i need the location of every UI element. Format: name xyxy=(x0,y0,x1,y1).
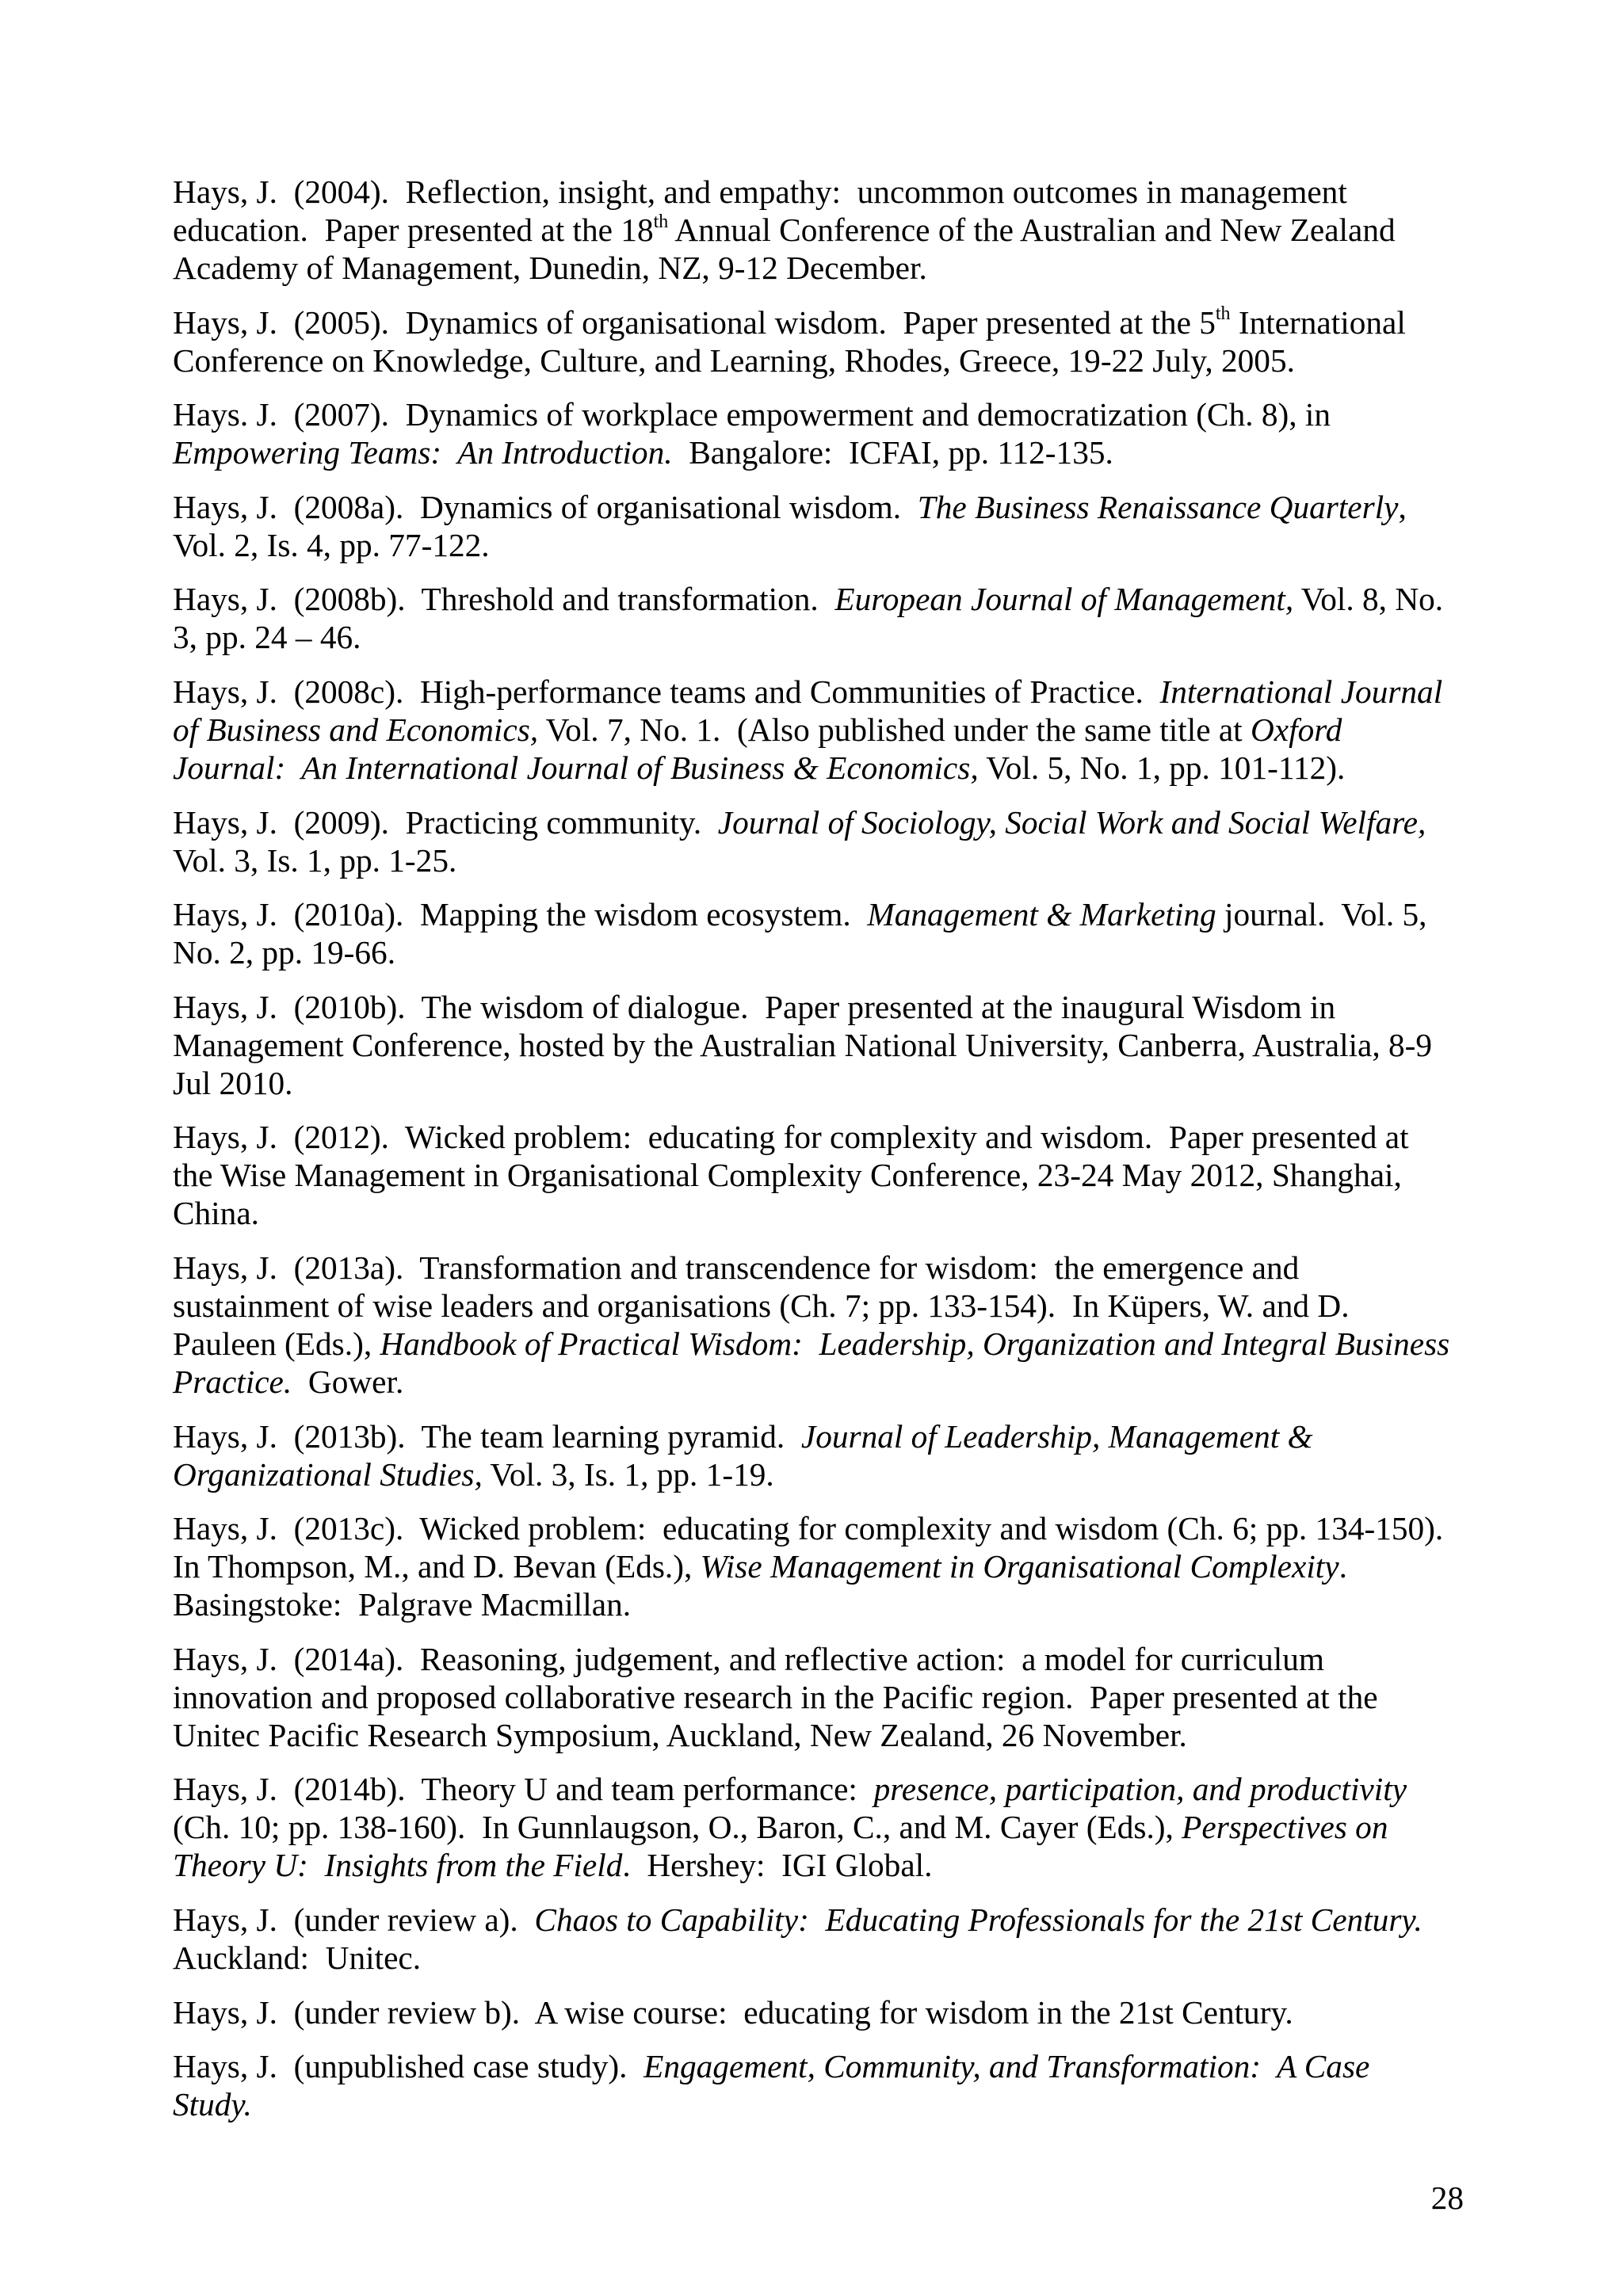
reference-line xyxy=(173,341,1449,379)
reference-line xyxy=(173,395,1449,433)
reference-line xyxy=(173,1846,1449,1884)
text-run: Hays, J. (2010b). The wisdom of dialogue. Paper presented at the inaugural Wisdom in xyxy=(173,988,1336,1025)
text-run: Management Conference, hosted by the Australian National University, Canberra, Australia, 8-9 xyxy=(173,1026,1433,1063)
text-run: Hays, J. (2009). Practicing community. xyxy=(173,803,718,841)
text-run: Hays, J. (under review b). A wise course: educating for wisdom in the 21st Century. xyxy=(173,1993,1293,2031)
reference-line xyxy=(173,1509,1449,1547)
reference-line xyxy=(173,249,1449,287)
text-run: Vol. 3, Is. 1, pp. 1-19. xyxy=(482,1455,774,1493)
text-run: Hays, J. (2004). Reflection, insight, and empathy: uncommon outcomes in management xyxy=(173,174,1347,210)
reference-line xyxy=(173,488,1449,526)
reference-entry xyxy=(173,1993,1449,2031)
text-run: Gower. xyxy=(292,1363,404,1400)
text-run: Academy of Management, Dunedin, NZ, 9-12 December. xyxy=(173,250,927,286)
text-run: Hays, J. (2010a). Mapping the wisdom ecosystem. xyxy=(173,896,868,933)
reference-entry xyxy=(173,1509,1449,1623)
text-run: the Wise Management in Organisational Complexity Conference, 23-24 May 2012, Shanghai, xyxy=(173,1157,1402,1194)
reference-entry xyxy=(173,1640,1449,1754)
reference-line xyxy=(173,1287,1449,1325)
reference-line xyxy=(173,803,1449,841)
text-run: . Hershey: IGI Global. xyxy=(622,1847,933,1884)
text-run: Pauleen (Eds.), xyxy=(173,1325,380,1362)
reference-entry xyxy=(173,1770,1449,1884)
italic-text: Practice. xyxy=(173,1363,292,1400)
text-run: Hays, J. (2013a). Transformation and transcendence for wisdom: the emergence and xyxy=(173,1249,1300,1286)
text-run: Bangalore: ICFAI, pp. 112-135. xyxy=(672,434,1113,471)
text-run: 3, pp. 24 – 46. xyxy=(173,619,361,656)
reference-line xyxy=(173,673,1449,711)
reference-entry xyxy=(173,395,1449,471)
text-run: Basingstoke: Palgrave Macmillan. xyxy=(173,1586,632,1623)
text-run: Annual Conference of the Australian and New Zealand xyxy=(668,212,1396,248)
reference-line xyxy=(173,2085,1449,2123)
reference-line xyxy=(173,711,1449,749)
reference-entry xyxy=(173,173,1449,287)
reference-line xyxy=(173,1194,1449,1232)
italic-text: Engagement, Community, and Transformation: A Case xyxy=(643,2048,1370,2085)
reference-line xyxy=(173,1716,1449,1754)
reference-entry xyxy=(173,303,1449,379)
text-run: In Thompson, M., and D. Bevan (Eds.), xyxy=(173,1548,701,1585)
text-run: journal. Vol. 5, xyxy=(1216,896,1427,933)
italic-text: European Journal of Management, xyxy=(834,581,1294,618)
reference-line xyxy=(173,1064,1449,1102)
superscript-text: th xyxy=(653,211,669,232)
reference-line xyxy=(173,1939,1449,1977)
reference-line xyxy=(173,841,1449,879)
text-run: education. Paper presented at the 18 xyxy=(173,212,654,248)
reference-line xyxy=(173,1417,1449,1455)
text-run: innovation and proposed collaborative research in the Pacific region. Paper presented at the xyxy=(173,1678,1378,1715)
reference-entry xyxy=(173,1901,1449,1977)
reference-line xyxy=(173,211,1449,249)
reference-line xyxy=(173,1547,1449,1585)
text-run: (Ch. 10; pp. 138-160). In Gunnlaugson, O., Baron, C., and M. Cayer (Eds.), xyxy=(173,1809,1182,1846)
text-run: China. xyxy=(173,1195,259,1232)
reference-line xyxy=(173,1455,1449,1493)
reference-line xyxy=(173,749,1449,787)
italic-text: Journal: An International Journal of Business & Economics, xyxy=(173,749,979,786)
text-run: Vol. 8, No. xyxy=(1293,581,1444,618)
text-run: Conference on Knowledge, Culture, and Learning, Rhodes, Greece, 19-22 July, 2005. xyxy=(173,341,1295,379)
text-run: Hays, J. (2008a). Dynamics of organisational wisdom. xyxy=(173,488,918,525)
italic-text: Empowering Teams: An Introduction. xyxy=(173,434,673,471)
text-run: Vol. 2, Is. 4, pp. 77-122. xyxy=(173,526,490,563)
reference-line xyxy=(173,303,1449,341)
italic-text: International Journal xyxy=(1159,673,1443,710)
reference-line xyxy=(173,933,1449,971)
text-run: Hays. J. (2007). Dynamics of workplace empowerment and democratization (Ch. 8), in xyxy=(173,396,1331,433)
reference-line xyxy=(173,1901,1449,1939)
reference-line xyxy=(173,1770,1449,1808)
italic-text: of Business and Economics, xyxy=(173,711,539,748)
text-run: , xyxy=(1398,488,1407,525)
text-run: Jul 2010. xyxy=(173,1064,293,1101)
text-run: . xyxy=(1338,1548,1347,1585)
reference-line xyxy=(173,1585,1449,1623)
text-run: Vol. 7, No. 1. (Also published under the same title at xyxy=(538,711,1251,748)
reference-line xyxy=(173,1325,1449,1363)
page-number: 28 xyxy=(1430,2180,1464,2216)
reference-line xyxy=(173,1026,1449,1064)
text-run: Hays, J. (2014b). Theory U and team performance: xyxy=(173,1771,874,1808)
text-run: Hays, J. (unpublished case study). xyxy=(173,2048,644,2085)
text-run: Auckland: Unitec. xyxy=(173,1939,422,1976)
reference-entry xyxy=(173,488,1449,564)
reference-line xyxy=(173,580,1449,618)
reference-entry xyxy=(173,988,1449,1102)
italic-text: Organizational Studies, xyxy=(173,1455,483,1493)
reference-entry xyxy=(173,895,1449,971)
italic-text: Wise Management in Organisational Complexity xyxy=(700,1548,1339,1585)
reference-entry xyxy=(173,803,1449,879)
italic-text: The Business Renaissance Quarterly xyxy=(917,488,1399,525)
reference-line xyxy=(173,1678,1449,1716)
reference-line xyxy=(173,526,1449,564)
reference-list xyxy=(173,173,1449,2140)
reference-line xyxy=(173,1118,1449,1156)
text-run: sustainment of wise leaders and organisations (Ch. 7; pp. 133-154). In Küpers, W. and D. xyxy=(173,1287,1350,1324)
reference-entry xyxy=(173,580,1449,656)
reference-entry xyxy=(173,673,1449,787)
italic-text: Perspectives on xyxy=(1182,1809,1388,1846)
reference-line xyxy=(173,433,1449,471)
reference-line xyxy=(173,988,1449,1026)
italic-text: Handbook of Practical Wisdom: Leadership, Organization and Integral Business xyxy=(380,1325,1450,1362)
superscript-text: th xyxy=(1215,303,1231,325)
italic-text: Journal of Leadership, Management & xyxy=(800,1417,1313,1455)
reference-entry xyxy=(173,1118,1449,1232)
reference-line xyxy=(173,173,1449,211)
italic-text: presence, participation, and productivity xyxy=(873,1771,1407,1808)
italic-text: Theory U: Insights from the Field xyxy=(173,1847,623,1884)
text-run: Hays, J. (2008b). Threshold and transformation. xyxy=(173,581,835,618)
italic-text: Journal of Sociology, Social Work and Social Welfare, xyxy=(717,803,1426,841)
italic-text: Oxford xyxy=(1250,711,1342,748)
text-run: Hays, J. (2008c). High-performance teams and Communities of Practice. xyxy=(173,673,1160,710)
reference-entry xyxy=(173,2047,1449,2123)
reference-line xyxy=(173,2047,1449,2085)
text-run: International xyxy=(1230,303,1406,341)
text-run: Hays, J. (under review a). xyxy=(173,1901,535,1938)
reference-line xyxy=(173,618,1449,656)
italic-text: Study. xyxy=(173,2086,252,2123)
text-run: Hays, J. (2012). Wicked problem: educating for complexity and wisdom. Paper presented at xyxy=(173,1119,1409,1156)
reference-line xyxy=(173,1249,1449,1287)
text-run: No. 2, pp. 19-66. xyxy=(173,934,396,971)
reference-line xyxy=(173,1808,1449,1846)
italic-text: Management & Marketing xyxy=(867,896,1216,933)
reference-entry xyxy=(173,1249,1449,1401)
reference-line xyxy=(173,1640,1449,1678)
text-run: Vol. 3, Is. 1, pp. 1-25. xyxy=(173,841,457,879)
text-run: Hays, J. (2013c). Wicked problem: educating for complexity and wisdom (Ch. 6; pp. 134-150). xyxy=(173,1510,1444,1547)
reference-line xyxy=(173,1993,1449,2031)
reference-line xyxy=(173,1363,1449,1401)
reference-entry xyxy=(173,1417,1449,1493)
text-run: Unitec Pacific Research Symposium, Auckland, New Zealand, 26 November. xyxy=(173,1716,1187,1753)
reference-line xyxy=(173,1156,1449,1194)
italic-text: Chaos to Capability: Educating Professionals for the 21st Century. xyxy=(534,1901,1423,1938)
text-run: Hays, J. (2014a). Reasoning, judgement, and reflective action: a model for curriculum xyxy=(173,1640,1324,1677)
text-run: Hays, J. (2005). Dynamics of organisational wisdom. Paper presented at the 5 xyxy=(173,303,1216,341)
reference-line xyxy=(173,895,1449,933)
text-run: Vol. 5, No. 1, pp. 101-112). xyxy=(978,749,1346,786)
text-run: Hays, J. (2013b). The team learning pyramid. xyxy=(173,1417,801,1455)
